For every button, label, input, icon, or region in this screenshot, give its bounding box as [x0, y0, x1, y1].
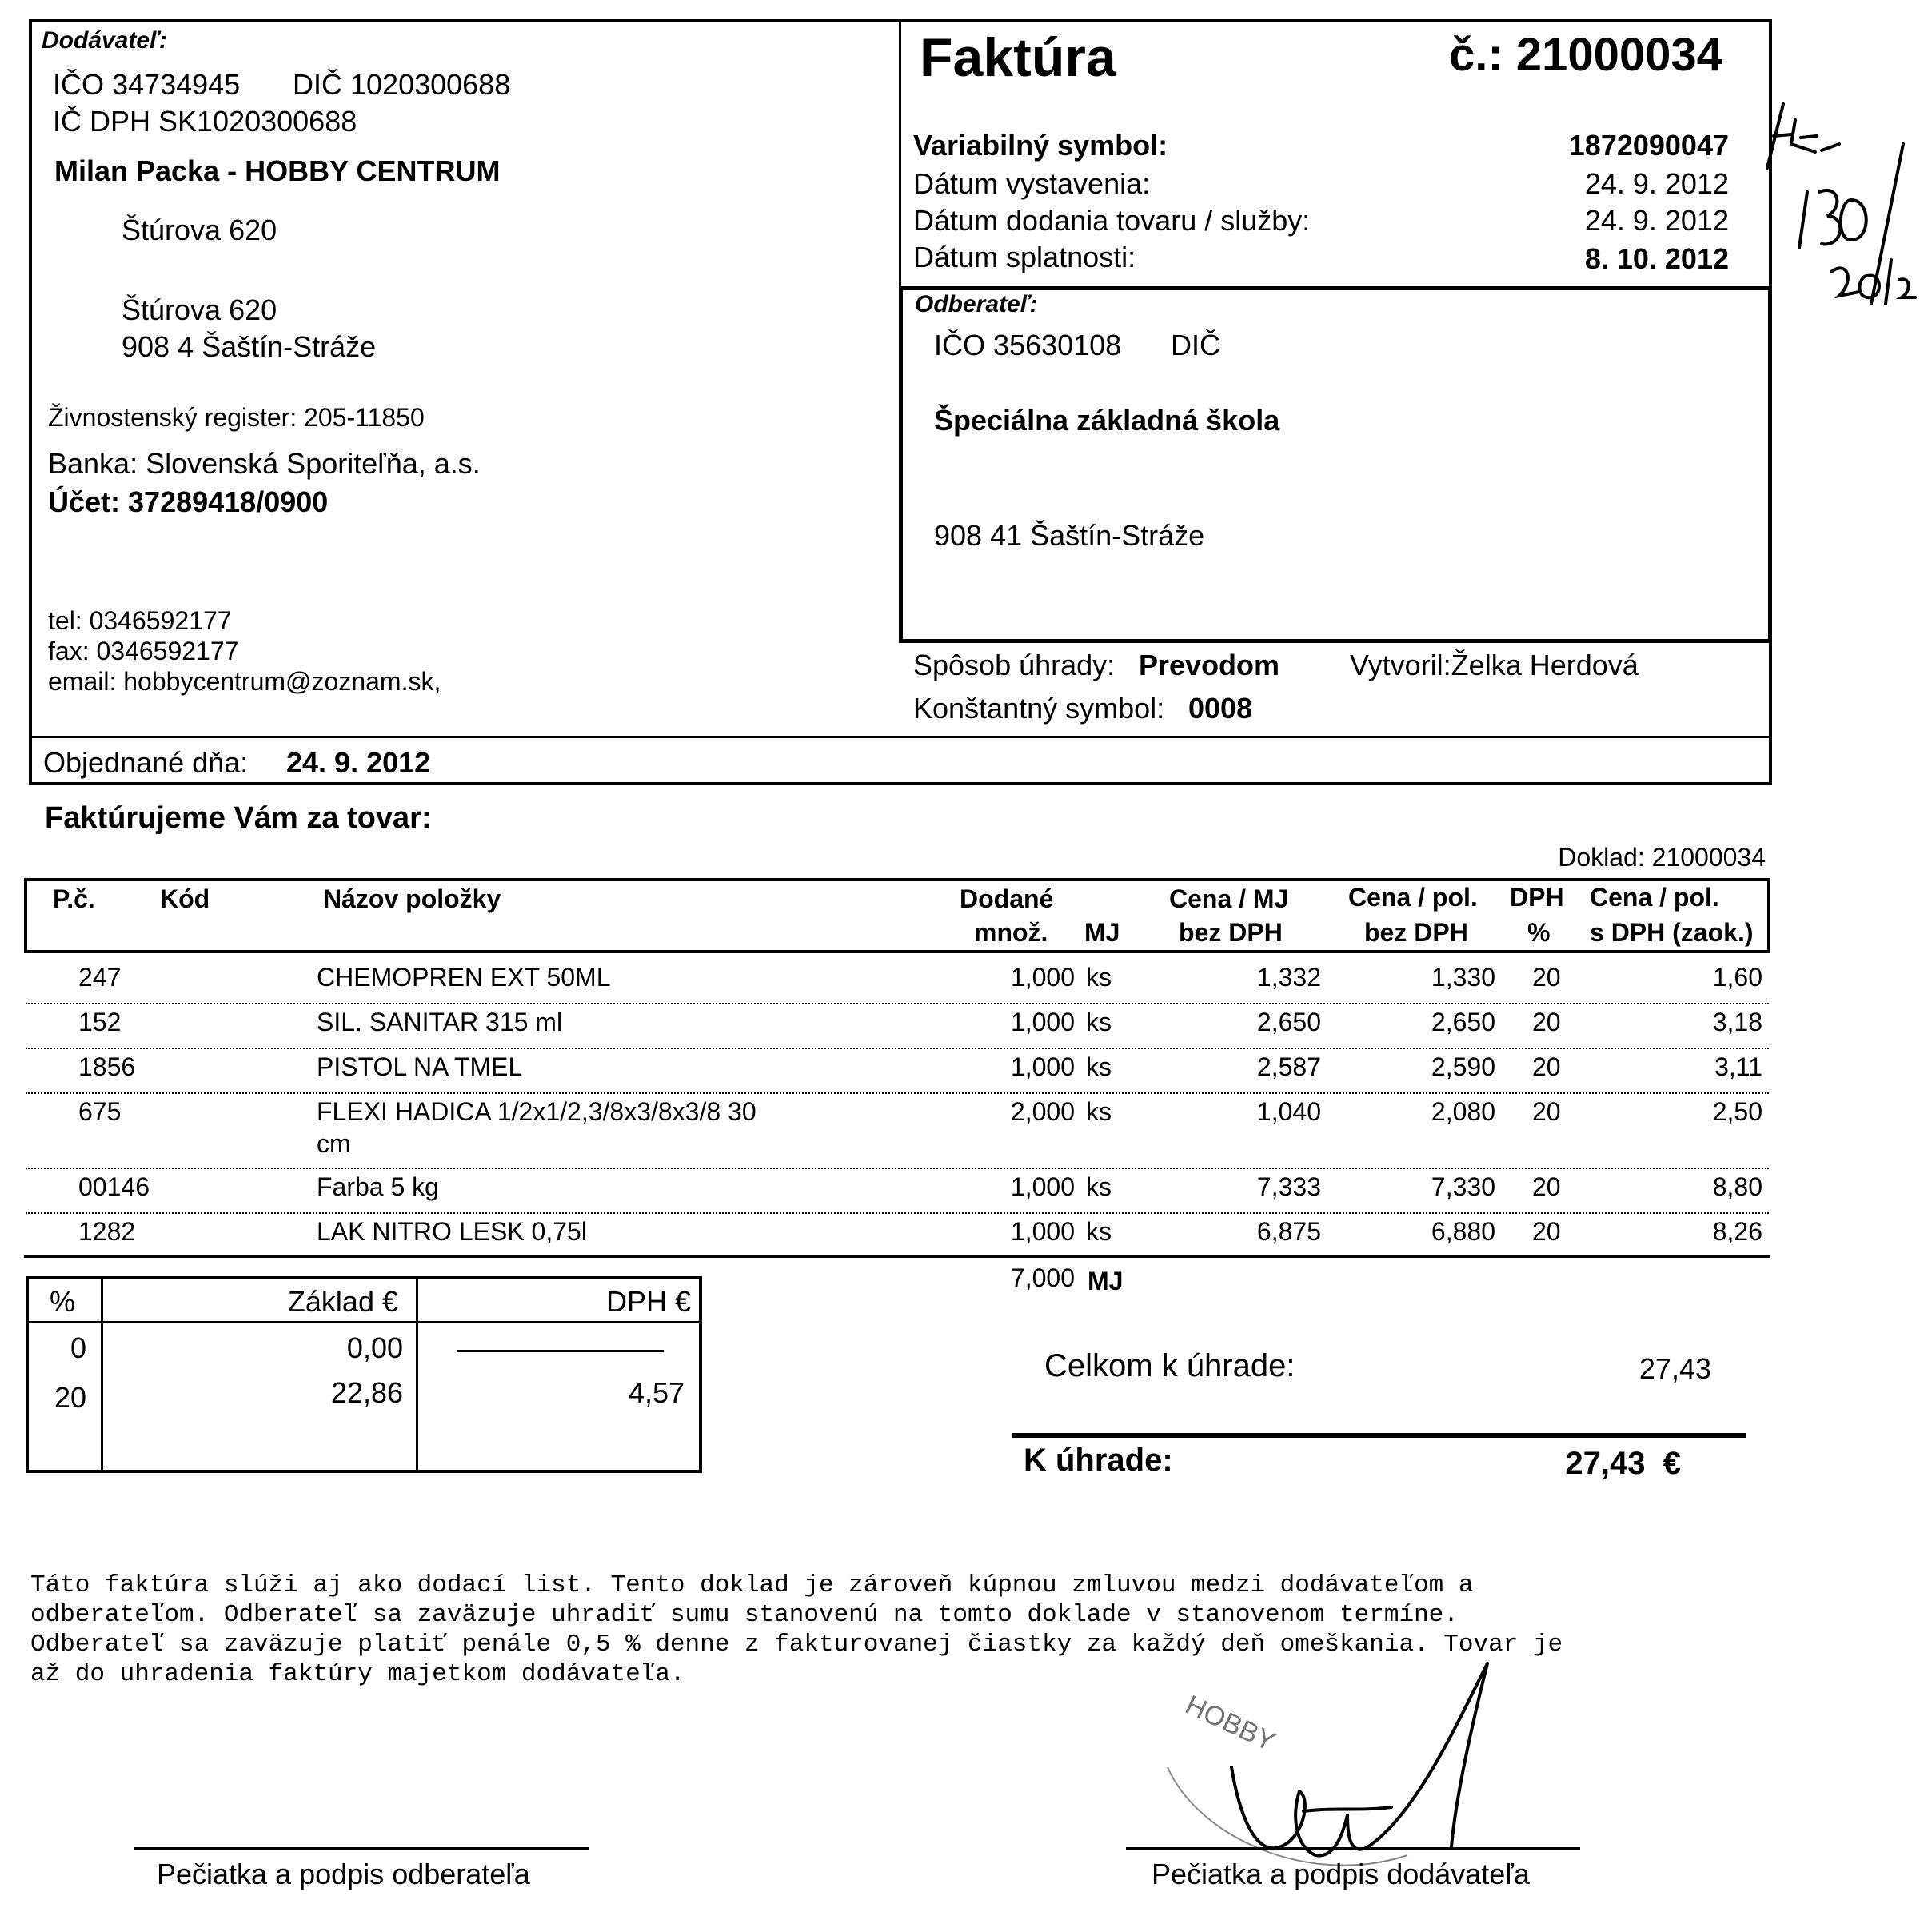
issue-value: 24. 9. 2012: [1584, 167, 1729, 200]
item-unit-price: 1,332: [1256, 963, 1321, 992]
vat-head-pct: %: [50, 1285, 76, 1318]
item-line-price: 2,080: [1431, 1097, 1495, 1126]
payment-method-value: Prevodom: [1139, 649, 1280, 681]
customer-name: Špeciálna základná škola: [934, 404, 1280, 437]
totals-line: [1012, 1433, 1746, 1438]
item-code: 247: [78, 963, 122, 992]
item-unit-price: 2,587: [1256, 1052, 1321, 1081]
legal-line: až do uhradenia faktúry majetkom dodávateľa.: [30, 1660, 685, 1688]
item-qty: 1,000: [1010, 963, 1075, 992]
item-code: 675: [78, 1097, 122, 1126]
legal-line: Odberateľ sa zaväzuje platiť penále 0,5 % denne z fakturovanej čiastky za každý deň omeškania. Tovar je: [30, 1631, 1563, 1659]
item-qty: 1,000: [1010, 1172, 1075, 1201]
items-bottom-line: [24, 1255, 1770, 1258]
legal-line: odberateľom. Odberateľ sa zaväzuje uhradiť sumu stanovenú na tomto doklade v stanovenom termíne.: [30, 1601, 1459, 1629]
header-vertical-divider: [899, 19, 901, 291]
customer-signature-line: [134, 1847, 589, 1850]
header-divider: [29, 736, 1772, 738]
constant-symbol-value: 0008: [1188, 692, 1253, 724]
row-divider: [26, 1003, 1769, 1004]
col-nazov: Názov položky: [323, 884, 501, 913]
item-line-price: 1,330: [1431, 963, 1495, 992]
supplier-dic: DIČ 1020300688: [293, 68, 511, 101]
item-unit-price: 6,875: [1256, 1217, 1321, 1246]
item-unit-price: 7,333: [1256, 1172, 1321, 1201]
col-cena-s-1: Cena / pol.: [1590, 883, 1719, 912]
vs-label: Variabilný symbol:: [913, 129, 1168, 162]
items-title: Faktúrujeme Vám za tovar:: [45, 801, 432, 835]
item-total: 8,80: [1712, 1172, 1762, 1201]
item-unit: ks: [1086, 1097, 1112, 1126]
supplier-label: Dodávateľ:: [42, 27, 167, 54]
supplier-bank: Banka: Slovenská Sporiteľňa, a.s.: [48, 447, 481, 480]
col-cena-s-2: s DPH (zaok.): [1590, 918, 1754, 947]
item-total: 3,11: [1714, 1052, 1762, 1081]
celkom-value: 27,43: [1639, 1352, 1711, 1385]
col-cena-pol-2: bez DPH: [1364, 918, 1468, 947]
items-header: [24, 878, 1770, 953]
item-total: 1,60: [1712, 963, 1762, 992]
row-divider: [26, 1048, 1769, 1049]
vs-value: 1872090047: [1568, 129, 1729, 162]
supplier-signature-line: [1126, 1847, 1580, 1850]
item-unit: ks: [1086, 1172, 1112, 1201]
ordered-label: Objednané dňa:: [43, 746, 249, 779]
qty-total: 7,000: [1010, 1263, 1075, 1292]
supplier-tel: tel: 0346592177: [48, 606, 232, 635]
customer-city: 908 41 Šaštín-Stráže: [934, 519, 1205, 552]
supplier-city: 908 4 Šaštín-Stráže: [122, 330, 377, 363]
item-qty: 1,000: [1010, 1008, 1075, 1036]
item-unit: ks: [1086, 1008, 1112, 1036]
customer-signature-label: Pečiatka a podpis odberateľa: [157, 1858, 530, 1890]
invoice-number: č.: 21000034: [1449, 29, 1722, 81]
col-dodane-2: množ.: [974, 918, 1048, 947]
vat-head-base: Základ €: [287, 1285, 398, 1318]
k-uhrade-label: K úhrade:: [1024, 1443, 1173, 1478]
item-vat: 20: [1532, 1008, 1561, 1036]
qty-total-unit: MJ: [1088, 1267, 1124, 1295]
col-mj: MJ: [1084, 918, 1120, 947]
col-kod: Kód: [160, 884, 210, 913]
created-by: Vytvoril:Želka Herdová: [1350, 649, 1639, 681]
due-label: Dátum splatnosti:: [913, 241, 1136, 273]
due-value: 8. 10. 2012: [1584, 242, 1729, 275]
col-cena-mj-1: Cena / MJ: [1169, 884, 1289, 913]
item-line-price: 2,650: [1431, 1008, 1495, 1036]
supplier-account: Účet: 37289418/0900: [48, 485, 329, 518]
supplier-ico: IČO 34734945: [53, 68, 241, 101]
item-unit-price: 2,650: [1256, 1008, 1321, 1036]
col-pc: P.č.: [53, 884, 95, 913]
supplier-street1: Štúrova 620: [122, 214, 277, 246]
item-unit-price: 1,040: [1256, 1097, 1321, 1126]
item-vat: 20: [1532, 1052, 1561, 1081]
item-code: 1856: [78, 1052, 136, 1081]
celkom-label: Celkom k úhrade:: [1044, 1348, 1295, 1383]
row-divider: [26, 1212, 1769, 1214]
customer-ico: IČO 35630108: [934, 329, 1122, 361]
item-name: LAK NITRO LESK 0,75l: [317, 1217, 587, 1246]
vat-row-base: 0,00: [346, 1331, 403, 1364]
item-name: Farba 5 kg: [317, 1172, 439, 1201]
vat-row-pct: 0: [70, 1331, 87, 1364]
vat-row-vat: 4,57: [628, 1376, 685, 1409]
legal-line: Táto faktúra slúži aj ako dodací list. Tento doklad je zároveň kúpnou zmluvou medzi dodávateľom a: [30, 1571, 1474, 1599]
payment-method-label: Spôsob úhrady:: [913, 649, 1116, 681]
item-vat: 20: [1532, 963, 1561, 992]
constant-symbol-label: Konštantný symbol:: [913, 692, 1165, 724]
item-qty: 1,000: [1010, 1217, 1075, 1246]
row-divider: [26, 1092, 1769, 1094]
delivery-value: 24. 9. 2012: [1584, 204, 1729, 237]
row-divider: [26, 1168, 1769, 1169]
invoice-title: Faktúra: [920, 27, 1116, 88]
supplier-name: Milan Packa - HOBBY CENTRUM: [54, 154, 501, 187]
item-total: 3,18: [1712, 1008, 1762, 1036]
handwritten-note: [1751, 88, 1932, 320]
item-vat: 20: [1532, 1217, 1561, 1246]
supplier-email: email: hobbycentrum@zoznam.sk,: [48, 667, 441, 696]
item-name: FLEXI HADICA 1/2x1/2,3/8x3/8x3/8 30: [317, 1097, 756, 1126]
col-cena-pol-1: Cena / pol.: [1348, 883, 1478, 912]
col-dph-1: DPH: [1510, 883, 1564, 912]
item-line-price: 7,330: [1431, 1172, 1495, 1201]
delivery-label: Dátum dodania tovaru / služby:: [913, 204, 1311, 237]
item-vat: 20: [1532, 1097, 1561, 1126]
supplier-icdph: IČ DPH SK1020300688: [53, 105, 357, 138]
item-total: 2,50: [1712, 1097, 1762, 1126]
supplier-signature-label: Pečiatka a podpis dodávateľa: [1152, 1858, 1530, 1890]
customer-dic: DIČ: [1171, 329, 1220, 361]
item-unit: ks: [1086, 1217, 1112, 1246]
item-code: 1282: [78, 1217, 136, 1246]
k-uhrade-value: 27,43 €: [1565, 1446, 1681, 1481]
doklad-number: Doklad: 21000034: [1558, 843, 1766, 872]
item-line-price: 2,590: [1431, 1052, 1495, 1081]
vat-head-vat: DPH €: [605, 1285, 691, 1318]
item-code: 00146: [78, 1172, 150, 1201]
vat-row-pct: 20: [54, 1381, 87, 1414]
supplier-street2: Štúrova 620: [122, 293, 277, 326]
col-cena-mj-2: bez DPH: [1179, 918, 1283, 947]
item-name: SIL. SANITAR 315 ml: [317, 1008, 563, 1036]
col-dph-2: %: [1527, 918, 1551, 947]
item-qty: 1,000: [1010, 1052, 1075, 1081]
customer-label: Odberateľ:: [915, 291, 1038, 317]
item-line-price: 6,880: [1431, 1217, 1495, 1246]
item-total: 8,26: [1712, 1217, 1762, 1246]
item-unit: ks: [1086, 1052, 1112, 1081]
supplier-register: Živnostenský register: 205-11850: [48, 403, 425, 432]
item-code: 152: [78, 1008, 122, 1036]
item-qty: 2,000: [1010, 1097, 1075, 1126]
stamp-text: HOBBY: [1180, 1689, 1280, 1758]
item-unit: ks: [1086, 963, 1112, 992]
col-dodane-1: Dodané: [960, 884, 1054, 913]
item-name: CHEMOPREN EXT 50ML: [317, 963, 611, 992]
vat-row-empty-dash: [457, 1350, 664, 1352]
vat-row-base: 22,86: [330, 1376, 403, 1409]
issue-label: Dátum vystavenia:: [913, 167, 1151, 200]
item-name-cont: cm: [317, 1129, 351, 1158]
item-name: PISTOL NA TMEL: [317, 1052, 523, 1081]
ordered-value: 24. 9. 2012: [286, 746, 431, 779]
item-vat: 20: [1532, 1172, 1561, 1201]
supplier-fax: fax: 0346592177: [48, 637, 239, 665]
